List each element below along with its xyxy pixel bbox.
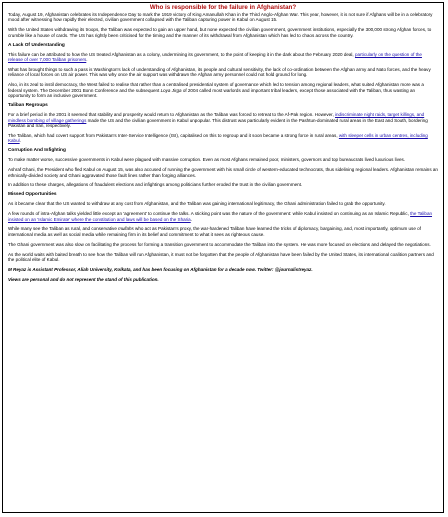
text-span: A few rounds of intra-Afghan talks yielded little except an 'agreement' to continue the talks. A sticking point was the nature of the government: while Kabul insisted on continuing as an Islamic Republic, [8, 211, 411, 217]
sleeper-cells-link[interactable]: with sleeper cells in urban centres, including Kabul [8, 132, 428, 144]
intro-paragraph-1: Today, August 19, Afghanistan celebrates its Independence Day to mark the 1919 victory of King Amanullah Khan in the Third Anglo-Afghan War. This year, however, it is not sure if Afghans will be in a celebratory mood after witnessing how rapidly their elected, civilian government collapsed with the Taliban capturing power in Kabul on August 15. [8, 12, 433, 23]
text-span: . [190, 216, 192, 222]
corruption-paragraph-1: To make matter worse, successive governments in Kabul were plagued with massive corruption. Even as most Afghans remained poor, ministers, governors and top bureaucrats lived luxurious lives. [8, 157, 406, 163]
corruption-paragraph-2: Ashraf Ghani, the President who fled Kabul on August 15, was also accused of running the government with his small circle of western-educated technocrats, thus sidelining regional leaders. Afghanistan remains an ethnically-divided society and Ghani aggravated those fault lines rather than forging alliances. [8, 167, 438, 178]
closing-paragraph: As the world waits with baited breath to see how the Taliban will run Afghanistan, it must not be forgotten that the people of Afghanistan have been failed by the United States, its international coalition partners and the political elite of Kabul. [8, 251, 434, 263]
mullahs-term: mullahs [118, 226, 134, 232]
text-span: This failure can be attributed to how the US treated Afghanistan as a colony, undermining its government, to the point of keeping it in the dark about the February 2020 deal, [8, 51, 355, 57]
night-raids-link[interactable]: indiscriminate night raids, target killings, and mindless bombing of village gatherings [8, 112, 425, 123]
islamic-emirate-link[interactable]: the Taliban insisted on an 'Islamic Emirate' where the constitution and laws will be based on the Sharia [8, 211, 433, 222]
prisoners-release-link[interactable]: particularly on the question of the release of over 7,000 Taliban prisoners [8, 51, 422, 63]
understanding-paragraph-3 [8, 82, 438, 98]
regroups-paragraph-2 [8, 133, 438, 144]
regroups-paragraph-1 [8, 112, 438, 128]
section-heading-corruption: Corruption And Infighting [8, 148, 66, 154]
loya-jirga-term: Loya Jirga [160, 87, 182, 93]
missed-paragraph-1: As it became clear that the US wanted to withdraw at any cost from Afghanistan, and the Taliban was gaining international legitimacy, the Ghani administration failed to grab the opportunity. [8, 201, 386, 207]
text-span: of 2004 called most warlords and important tribal leaders, except those associated with the Taliban, thus wasting an opportunity to form an inclusive government. [8, 87, 416, 99]
section-heading-missed-opportunities: Missed Opportunities [8, 192, 57, 198]
author-bio: M Reyaz is Assistant Professor, Aliah University, Kolkata, and has been focusing on Afghanistan for a decade now. Twitter: @journalistreyaz. [8, 266, 313, 272]
text-span: made the US and the civilian government in Kabul unpopular. This distrust was particularly evident in the Pashtun-dominated rural areas in the East and South, bordering Pakistan and Iran, respectively. [8, 117, 428, 129]
text-span: . [19, 138, 21, 144]
text-span: The Taliban, which had covert support from Pakistan's Inter-Service Intelligence (ISI), capitalised on this to regroup and it soon became a strong force in rural areas, [8, 132, 339, 138]
text-span: . [86, 57, 88, 63]
text-span: For a brief period in the 2001 it seemed that stability and prosperity would return to Afghanistan as the Taliban was forced to retreat to the Af-Pak region. However, [8, 112, 335, 118]
article-page [2, 2, 444, 513]
understanding-paragraph-2: What has brought things to such a pass is Washington's lack of understanding of Afghanistan, its people and cultural sensitivity, the lack of co-ordination between the Afghan army and Nato forces, and the heavy reliance of local forces on US air power. This was why once the air support was withdrawn the Afghan army personnel could not hold ground for long. [8, 66, 431, 78]
text-span: who act as Pakistan's proxy, the war-hardened Taliban have learned the tricks of diplomacy, bargaining, and, most importantly, optimum use of international media as well as social media while remaining firm in its belief and commitment to what it sees as righteous cause. [8, 226, 421, 237]
missed-paragraph-4: The Ghani government was also slow on facilitating the process for forming a transition government to accommodate the Taliban into the system. He was more focused on elections and delayed the negotiations. [8, 241, 431, 247]
text-span: While many see the Taliban as rural, and conservative [8, 226, 119, 232]
missed-paragraph-2 [8, 211, 438, 222]
corruption-paragraph-3: In addition to these charges, allegations of fraudulent elections and infightings among politicians further eroded the trust in the civilian government. [8, 182, 303, 188]
section-heading-understanding: A Lack Of Understanding [8, 42, 65, 48]
intro-paragraph-2: With the United States withdrawing its troops, the Taliban was expected to gain an upper hand, but none expected the civilian government, government institutions, especially the 300,000 strong Afghan forces, to crumble like a house of cards. The US has rightly been criticised for the timing and the manner of its withdrawal from Afghanistan which has led to chaos across the country. [8, 27, 432, 38]
article-title: Who is responsible for the failure in Afghanistan? [149, 4, 297, 11]
section-heading-regroups: Taliban Regroups [8, 103, 48, 109]
text-span: Also, in its zeal to instil democracy, the West failed to realise that rather than a centralised presidential system of governance which led to tension among regional leaders, what suited Afghanistan more was a federal system. The December 2001 Bonn Conference and the subsequent [8, 82, 424, 93]
disclaimer: Views are personal and do not represent the stand of this publication. [8, 276, 159, 282]
missed-paragraph-3 [8, 226, 438, 237]
understanding-paragraph-1 [8, 52, 438, 63]
